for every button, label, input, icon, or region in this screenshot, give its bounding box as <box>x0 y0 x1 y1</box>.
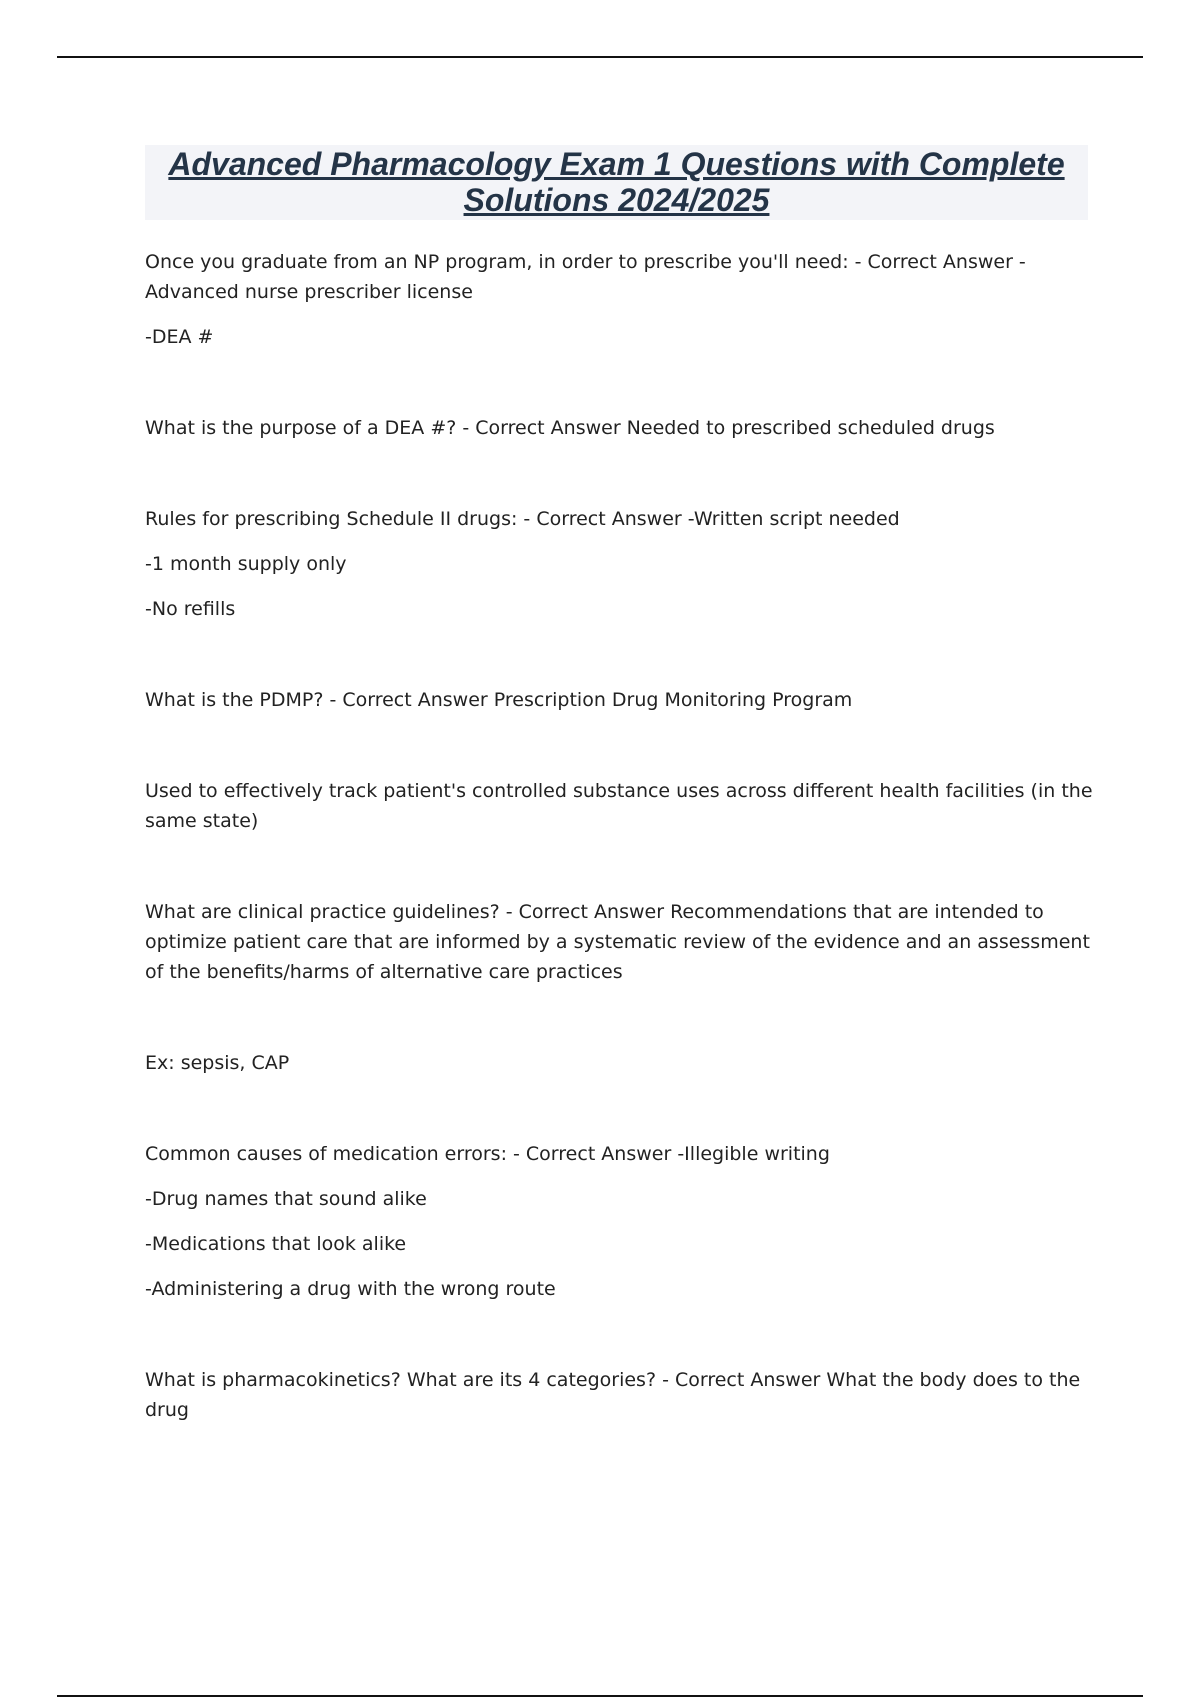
text-line: What is the PDMP? - Correct Answer Prescription Drug Monitoring Program <box>145 689 853 711</box>
document-title <box>145 145 1088 220</box>
title-line-2: Solutions 2024/2025 <box>463 182 770 218</box>
qa-block <box>145 1139 1095 1304</box>
text-line: -1 month supply only <box>145 553 347 575</box>
text-line: -No refills <box>145 598 236 620</box>
qa-block <box>145 413 1095 443</box>
header-rule <box>57 56 1143 58</box>
text-line: Used to effectively track patient's controlled substance uses across different health facilities (in the same state) <box>145 780 1093 832</box>
qa-block <box>145 504 1095 624</box>
text-line: What is pharmacokinetics? What are its 4 categories? - Correct Answer What the body does to the drug <box>145 1369 1081 1421</box>
text-line: What is the purpose of a DEA #? - Correct Answer Needed to prescribed scheduled drugs <box>145 417 995 439</box>
text-line: Rules for prescribing Schedule II drugs: - Correct Answer -Written script needed <box>145 508 900 530</box>
text-line: Once you graduate from an NP program, in order to prescribe you'll need: - Correct Answer -Advanced nurse prescriber license <box>145 251 1026 303</box>
footer-rule <box>57 1695 1143 1697</box>
qa-block <box>145 1365 1095 1425</box>
text-line: What are clinical practice guidelines? - Correct Answer Recommendations that are intended to optimize patient care that are informed by a systematic review of the evidence and an assessment of the benefits/harms of alternative care practices <box>145 901 1090 983</box>
text-line: -Administering a drug with the wrong route <box>145 1278 556 1300</box>
qa-block <box>145 1048 1095 1078</box>
qa-block <box>145 776 1095 836</box>
text-line: -Medications that look alike <box>145 1233 407 1255</box>
text-line: Common causes of medication errors: - Correct Answer -Illegible writing <box>145 1143 830 1165</box>
text-line: Ex: sepsis, CAP <box>145 1052 290 1074</box>
text-line: -DEA # <box>145 326 214 348</box>
title-line-1: Advanced Pharmacology Exam 1 Questions with Complete <box>168 146 1065 182</box>
text-line: -Drug names that sound alike <box>145 1188 427 1210</box>
qa-block <box>145 247 1095 352</box>
document-body <box>145 247 1095 1486</box>
qa-block <box>145 897 1095 987</box>
qa-block <box>145 685 1095 715</box>
